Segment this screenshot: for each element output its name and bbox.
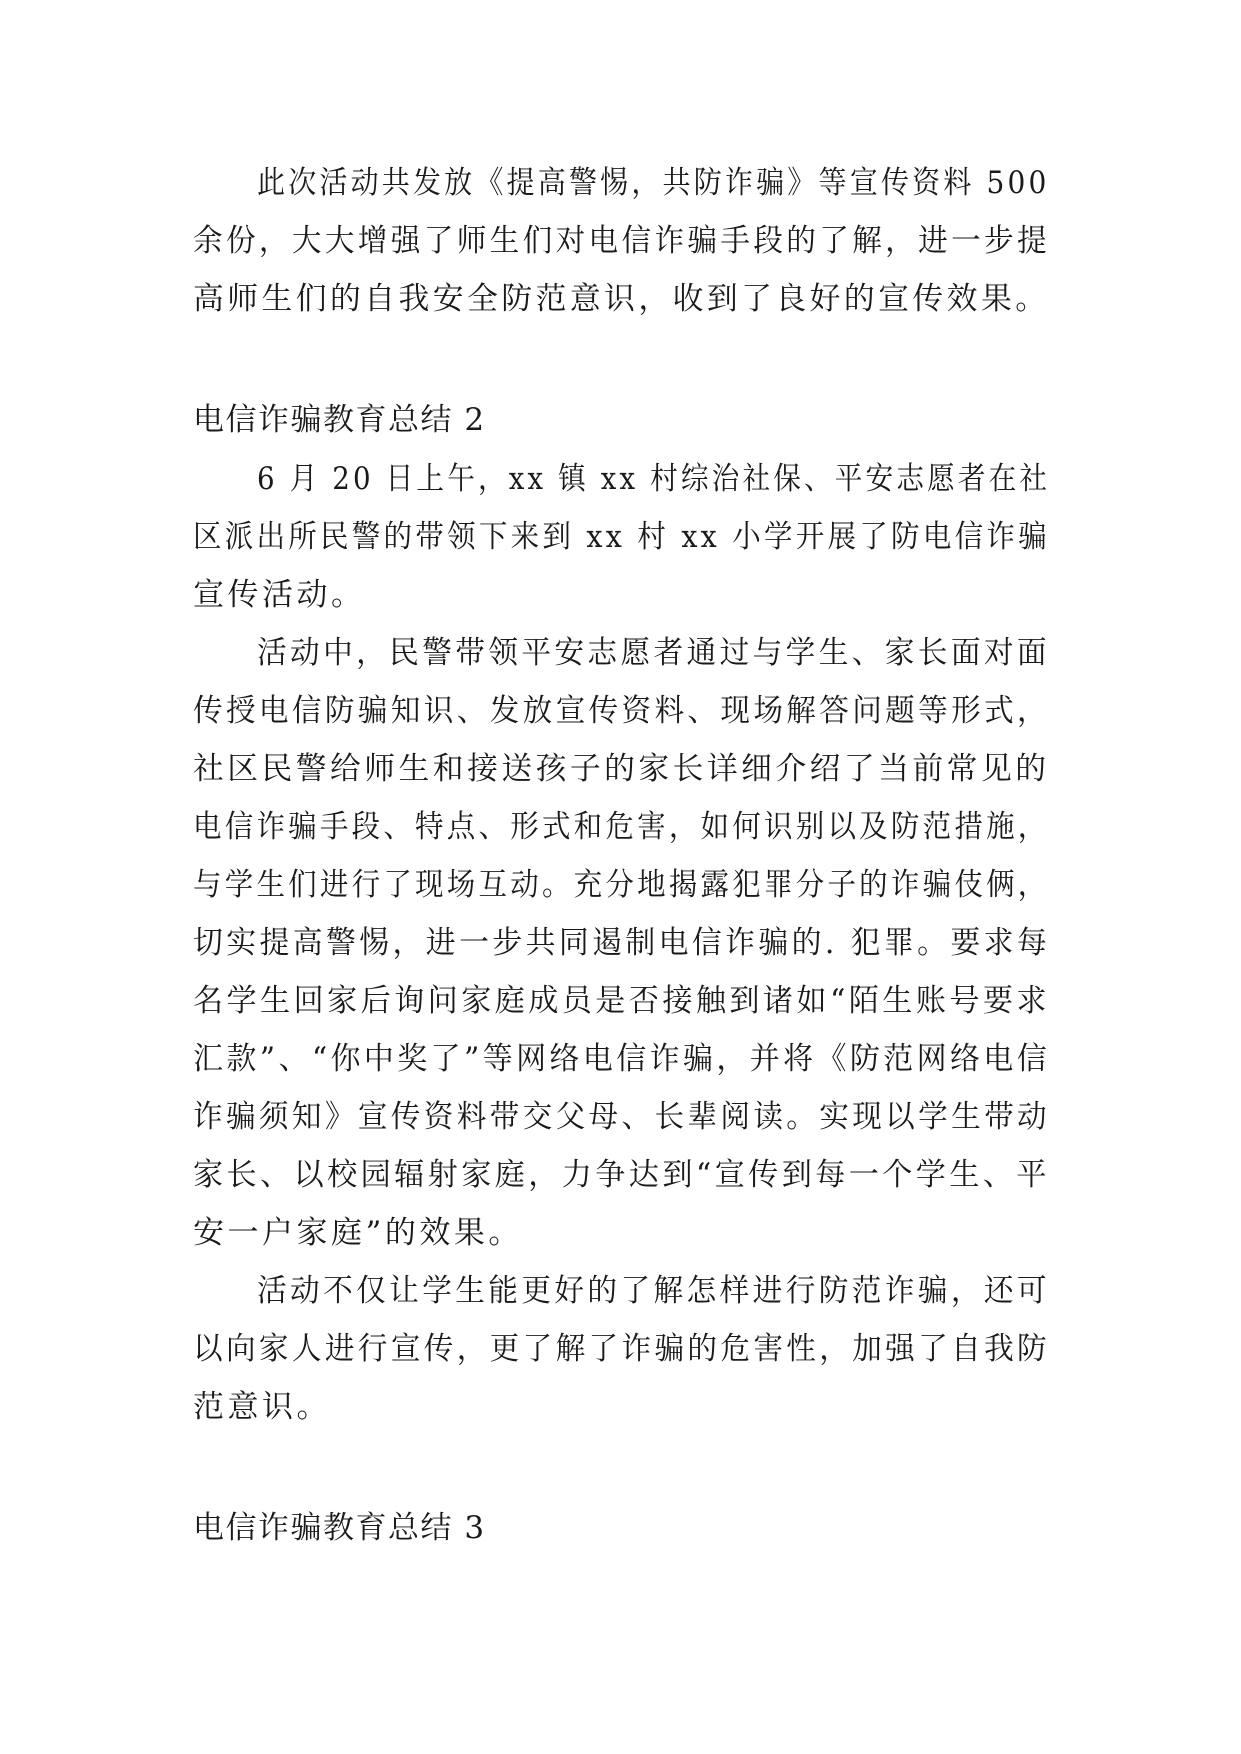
paragraph-4-line-3: 范意识。 bbox=[193, 1389, 331, 1425]
paragraph-4-line-1: 活动不仅让学生能更好的了解怎样进行防范诈骗，还可 bbox=[257, 1273, 1050, 1309]
paragraph-3-line-1: 活动中，民警带领平安志愿者通过与学生、家长面对面 bbox=[257, 635, 1050, 671]
paragraph-3-line-4: 电信诈骗手段、特点、形式和危害，如何识别以及防范措施， bbox=[193, 809, 1050, 845]
paragraph-2-line-2: 区派出所民警的带领下来到 xx 村 xx 小学开展了防电信诈骗 bbox=[193, 519, 1050, 555]
paragraph-2-line-3: 宣传活动。 bbox=[193, 577, 366, 613]
paragraph-2-line-1: 6 月 20 日上午，xx 镇 xx 村综治社保、平安志愿者在社 bbox=[257, 461, 1051, 497]
paragraph-3-line-3: 社区民警给师生和接送孩子的家长详细介绍了当前常见的 bbox=[193, 751, 1050, 787]
paragraph-3-line-9: 诈骗须知》宣传资料带交父母、长辈阅读。实现以学生带动 bbox=[193, 1099, 1050, 1135]
paragraph-3-line-8: 汇款”、“你中奖了”等网络电信诈骗，并将《防范网络电信 bbox=[193, 1041, 1051, 1077]
paragraph-3-line-7: 名学生回家后询问家庭成员是否接触到诸如“陌生账号要求 bbox=[193, 983, 1050, 1019]
paragraph-1-line-1: 此次活动共发放《提高警惕，共防诈骗》等宣传资料 500 bbox=[257, 165, 1050, 201]
paragraph-3-line-2: 传授电信防骗知识、发放宣传资料、现场解答问题等形式， bbox=[193, 693, 1050, 729]
paragraph-1-line-2: 余份，大大增强了师生们对电信诈骗手段的了解，进一步提 bbox=[193, 223, 1050, 259]
section-heading-3: 电信诈骗教育总结 3 bbox=[193, 1510, 486, 1546]
paragraph-3-line-10: 家长、以校园辐射家庭，力争达到“宣传到每一个学生、平 bbox=[193, 1157, 1050, 1193]
paragraph-1-line-3: 高师生们的自我安全防范意识，收到了良好的宣传效果。 bbox=[193, 281, 1050, 317]
paragraph-3-line-5: 与学生们进行了现场互动。充分地揭露犯罪分子的诈骗伎俩， bbox=[193, 867, 1050, 903]
section-heading-2: 电信诈骗教育总结 2 bbox=[193, 402, 486, 438]
paragraph-3-line-6: 切实提高警惕，进一步共同遏制电信诈骗的. 犯罪。要求每 bbox=[193, 925, 1051, 961]
paragraph-4-line-2: 以向家人进行宣传，更了解了诈骗的危害性，加强了自我防 bbox=[193, 1331, 1050, 1367]
paragraph-3-line-11: 安一户家庭”的效果。 bbox=[193, 1215, 523, 1251]
